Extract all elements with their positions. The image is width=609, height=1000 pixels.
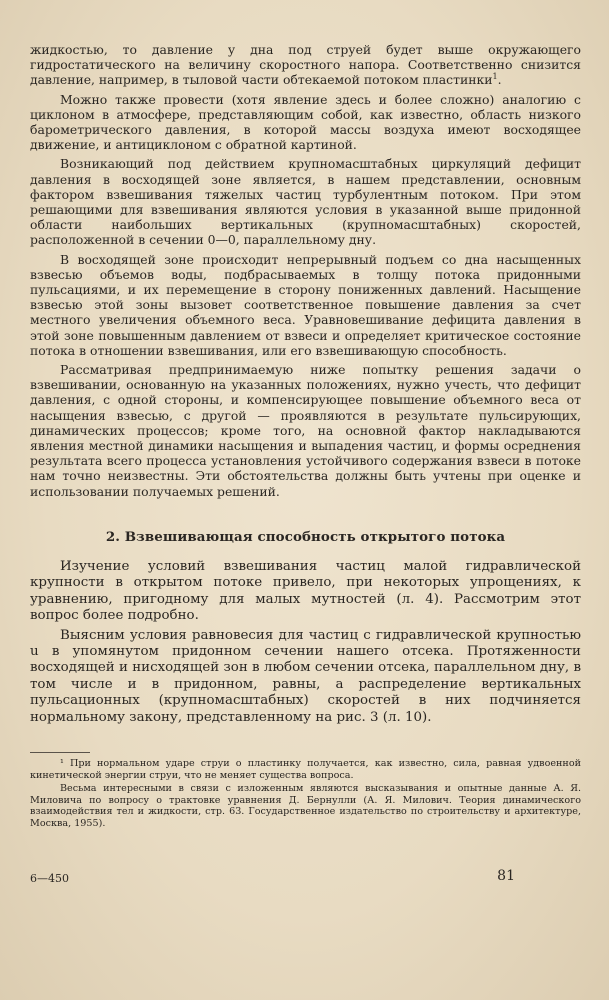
footnote-divider bbox=[30, 752, 90, 753]
printer-signature: 6—450 bbox=[30, 872, 69, 885]
paragraph-5: Рассматривая предпринимаемую ниже попытку решения задачи о взвешивании, основанную на указанных положениях, нужно учесть, что дефицит давления, с одной стороны, и компенсирующее повышение объемного веса от насыщения взвесью, с другой — проявляются в результате пульсирующих, динамических процессов; кроме того, на основной фактор накладываются явления местной динамики насыщения и выпадения частиц, и формы осреднения результата всего процесса установления устойчивого содержания взвеси в потоке нам точно неизвестны. Эти обстоятельства должны быть учтены при оценке и использовании получаемых решений. bbox=[30, 362, 581, 499]
paragraph-3: Возникающий под действием крупномасштабных циркуляций дефицит давления в восходящей зоне является, в нашем представлении, основным фактором взвешивания тяжелых частиц турбулентным потоком. При этом решающими для взвешивания являются условия в указанной выше придонной области наибольших вертикальных (крупномасштабных) скоростей, расположенной в сечении 0—0, параллельному дну. bbox=[30, 156, 581, 248]
footnote-2: Весьма интересными в связи с изложенным являются высказывания и опытные данные А. Я. Миловича по вопросу о трактовке уравнения Д. Бернулли (А. Я. Милович. Теория динамического взаимодействия тел и жидкости, стр. 63. Государственное издательство по строительству и архитектуре, Москва, 1955). bbox=[30, 783, 581, 829]
paragraph-4: В восходящей зоне происходит непрерывный подъем со дна насыщенных взвесью объемов воды, подбрасываемых в толщу потока придонными пульсациями, и их перемещение в сторону пониженных давлений. Насыщение взвесью этой зоны вызовет соответственное повышение давления за счет местного увеличения объемного веса. Уравновешивание дефицита давления в этой зоне повышенным давлением от взвеси и определяет критическое состояние потока в отношении взвешивания, или его взвешивающую способность. bbox=[30, 251, 581, 358]
paragraph-1: жидкостью, то давление у дна под струей будет выше окружающего гидростатического на величину скоростного напора. Соответственно снизится давление, например, в тыловой части обтекаемой потоком пластинки$^1$. bbox=[30, 42, 581, 88]
page-number: 81 bbox=[497, 868, 515, 884]
section-heading: 2. Взвешивающая способность открытого потока bbox=[105, 528, 506, 545]
section-paragraph-2: Выясним условия равновесия для частиц с гидравлической крупностью u в упомянутом придонном сечении нашего отсека. Протяженности восходящей и нисходящей зон в любом сечении отсека, параллельном дну, в том числе и в придонном, равны, а распределение вертикальных пульсационных (крупномасштабных) скоростей в них подчиняется нормальному закону, представленному на рис. 3 (л. 10). bbox=[30, 627, 581, 725]
paragraph-2: Можно также провести (хотя явление здесь и более сложно) аналогию с циклоном в атмосфере, представляющим собой, как известно, область низкого барометрического давления, в которой массы воздуха имеют восходящее движение, и антициклоном с обратной картиной. bbox=[30, 91, 581, 153]
paragraph-1-text: жидкостью, то давление у дна под струей будет выше окружающего гидростатического на величину скоростного напора. Соответственно снизится давление, например, в тыловой части обтекаемой потоком пластинки bbox=[30, 42, 581, 88]
footnote-1: ¹ При нормальном ударе струи о пластинку получается, как известно, сила, равная удвоенной кинетической энергии струи, что не меняет существа вопроса. bbox=[30, 757, 581, 781]
section-paragraph-1: Изучение условий взвешивания частиц малой гидравлической крупности в открытом потоке привело, при некоторых упрощениях, к уравнению, пригодному для малых мутностей (л. 4). Рассмотрим этот вопрос более подробно. bbox=[30, 558, 581, 624]
page-footer bbox=[30, 868, 581, 888]
page-body bbox=[30, 42, 581, 830]
footnote-marker[interactable]: 1 bbox=[492, 72, 498, 82]
